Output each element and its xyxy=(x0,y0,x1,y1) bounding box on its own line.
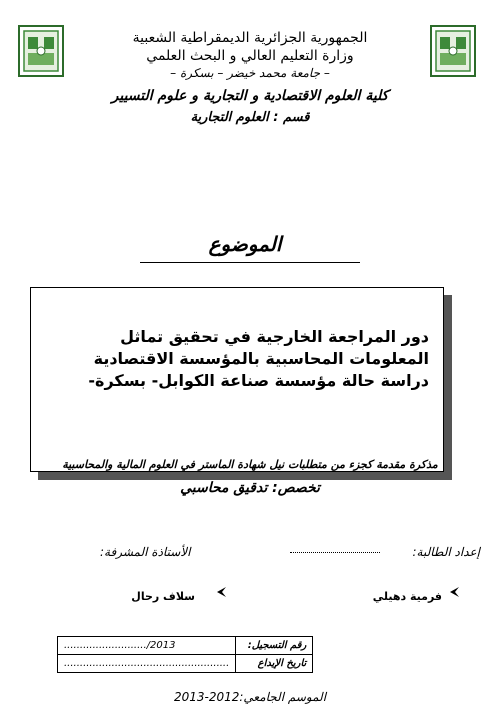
students-label-dots xyxy=(290,552,380,553)
topic-underline xyxy=(140,262,360,263)
header-republic: الجمهورية الجزائرية الديمقراطية الشعبية xyxy=(132,30,368,46)
header-ministry: وزارة التعليم العالي و البحث العلمي xyxy=(146,48,354,64)
arrow-bullet-icon xyxy=(448,586,460,598)
registration-number-value: ........................../2013 xyxy=(58,637,236,655)
table-row xyxy=(58,655,313,673)
thesis-title-box xyxy=(30,287,444,472)
header-university: – جامعة محمد خيضر – بسكرة – xyxy=(170,66,330,80)
supervisor-name: سلاف رحال xyxy=(131,590,195,603)
header-faculty: كلية العلوم الاقتصادية و التجارية و علوم التسيير xyxy=(111,88,389,104)
table-row xyxy=(58,637,313,655)
university-logo-icon-left xyxy=(18,25,64,77)
header-department: قسم : العلوم التجارية xyxy=(190,110,310,125)
topic-label: الموضوع xyxy=(208,232,282,256)
registration-table xyxy=(57,636,313,673)
supervisor-label: الأستاذة المشرفة: xyxy=(100,545,191,559)
memo-statement: مذكرة مقدمة كجزء من متطلبات نيل شهادة الماستر في العلوم المالية والمحاسبية xyxy=(62,458,438,471)
students-label: إعداد الطالبة: xyxy=(412,545,480,559)
arrow-bullet-icon xyxy=(215,586,227,598)
specialization: تخصص: تدقيق محاسبي xyxy=(180,480,320,496)
academic-year: الموسم الجامعي:2012-2013 xyxy=(173,690,327,704)
thesis-title: دور المراجعة الخارجية في تحقيق تماثل المعلومات المحاسبية بالمؤسسة الاقتصادية دراسة حالة مؤسسة صناعة الكوابل- بسكرة- xyxy=(88,327,429,390)
deposit-date-value: .................................................... xyxy=(58,655,236,673)
student-name: فرمية دهيلي xyxy=(372,590,442,603)
deposit-date-label: تاريخ الإيداع xyxy=(236,655,313,673)
registration-number-label: رقم التسجيل: xyxy=(236,637,313,655)
